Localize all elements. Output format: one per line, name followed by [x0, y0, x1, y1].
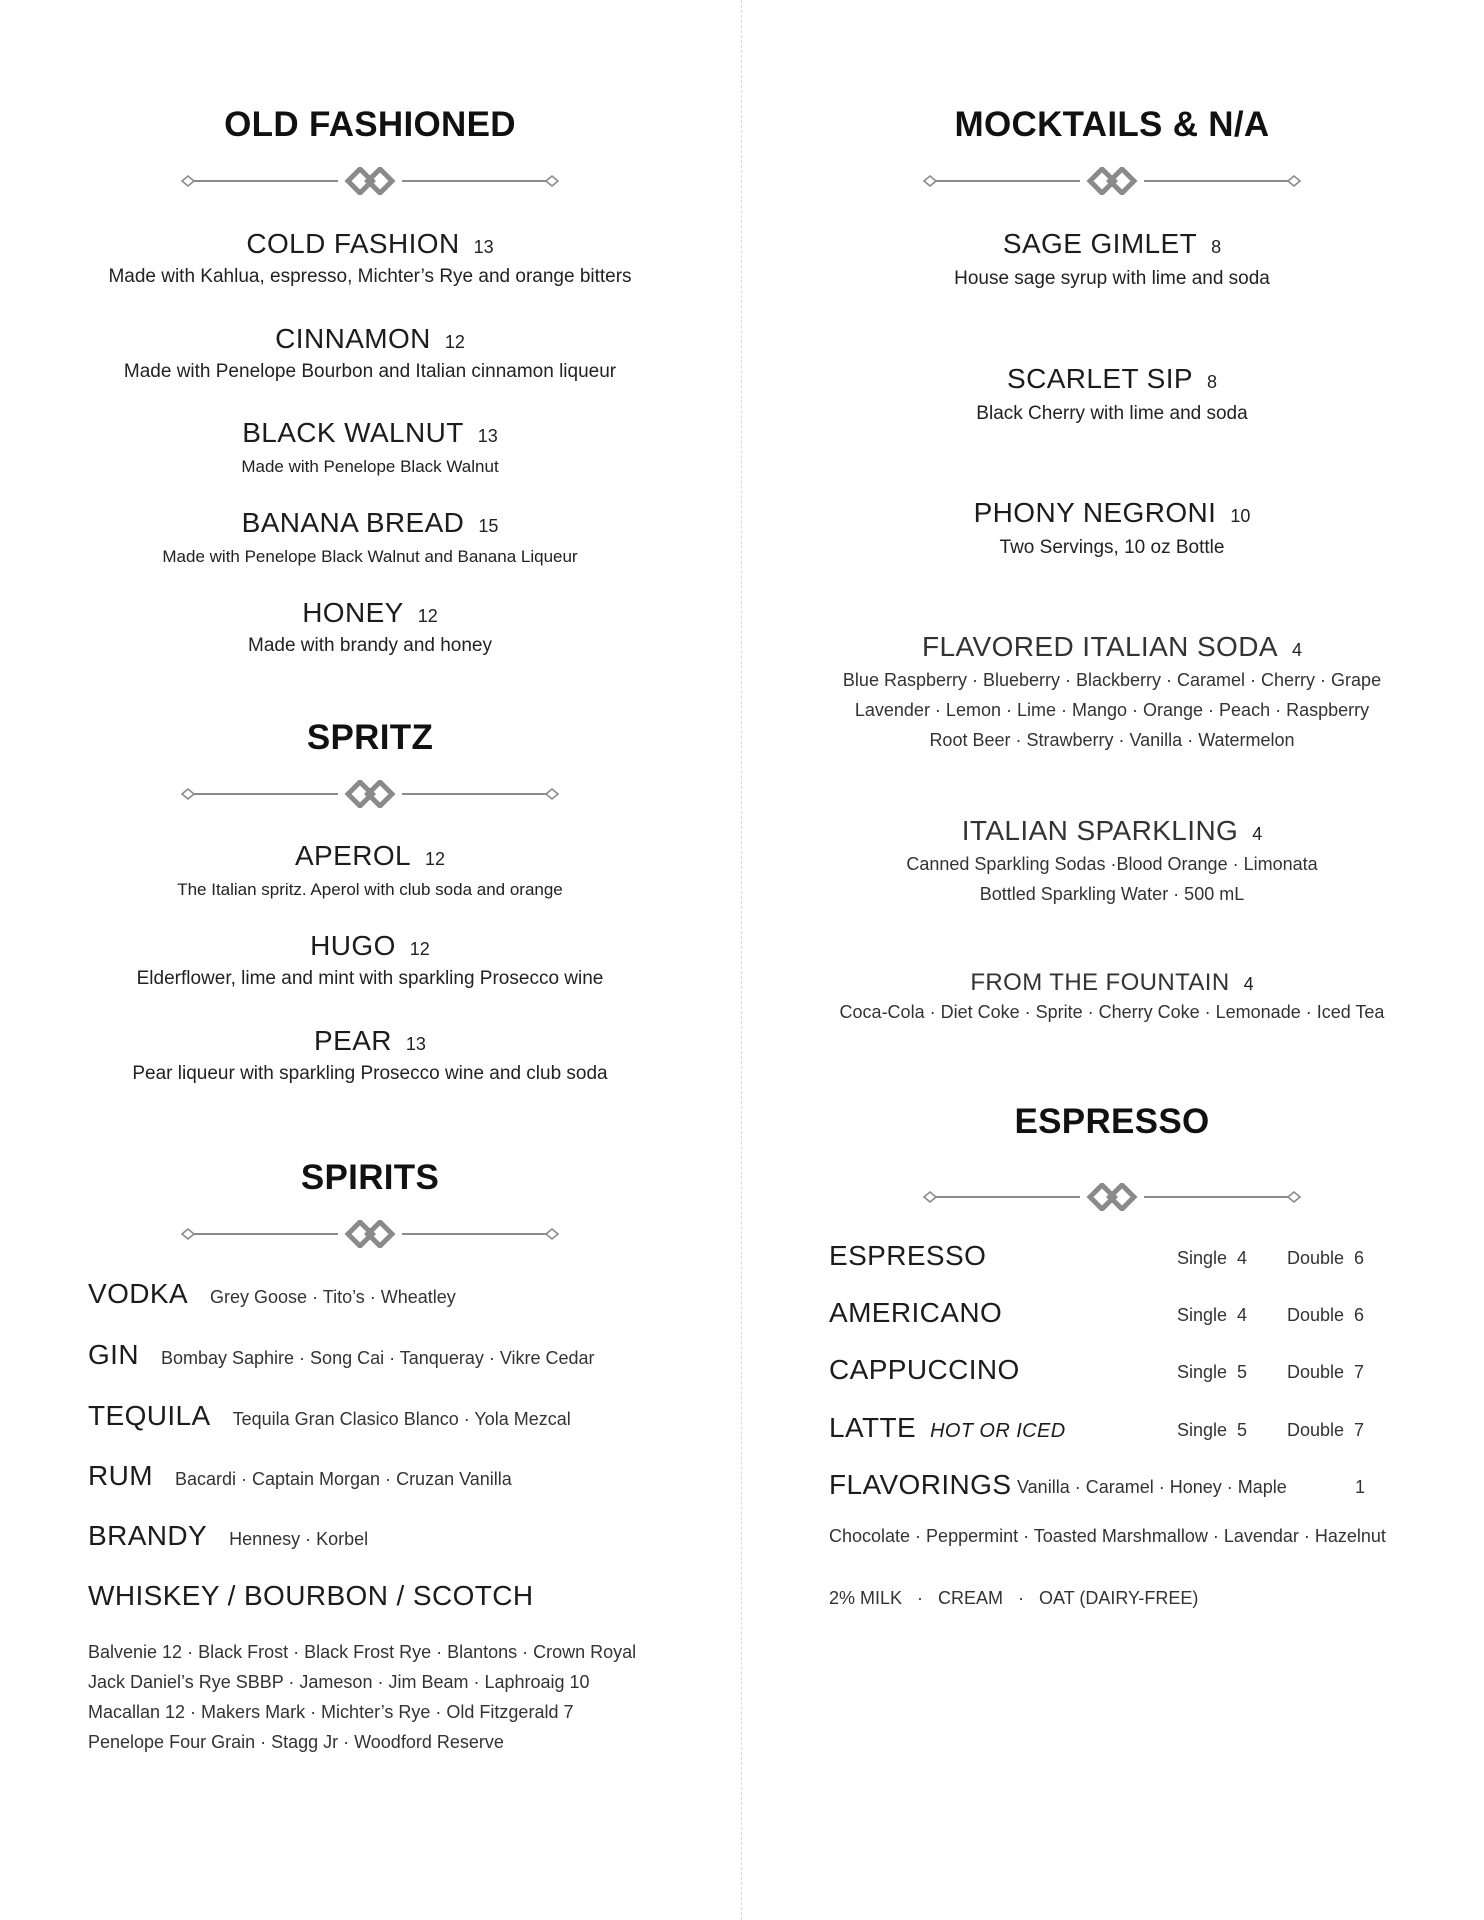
item-description: Blue Raspberry · Blueberry · Blackberry · Caramel · Cherry · Grape: [842, 670, 1382, 690]
drink-note: HOT OR ICED: [930, 1420, 1066, 1442]
item-description: Black Cherry with lime and soda: [976, 403, 1248, 424]
menu-item: [812, 969, 1412, 1027]
item-name: COLD FASHION: [246, 228, 460, 259]
item-name: APEROL: [294, 840, 411, 871]
spirit-name: VODKA: [88, 1278, 189, 1309]
menu-item: [60, 597, 680, 657]
menu-item: [60, 930, 680, 990]
item-price: 4: [1291, 640, 1302, 660]
item-name: FLAVORED ITALIAN SODA: [922, 631, 1278, 662]
item-price: 12: [444, 332, 465, 352]
item-price: 4: [1243, 974, 1254, 994]
drink-name: LATTE HOT OR ICED: [829, 1412, 1066, 1443]
whiskey-list: [88, 1637, 636, 1757]
section-title-old-fashioned: OLD FASHIONED: [224, 105, 516, 144]
item-name: PEAR: [314, 1025, 392, 1056]
ornament-divider-icon: [180, 167, 560, 195]
section-title-mocktails: MOCKTAILS & N/A: [954, 105, 1270, 144]
item-price: 10: [1230, 506, 1251, 526]
item-description: Made with Penelope Black Walnut and Banana Liqueur: [162, 547, 578, 566]
double-price: Double 6: [1287, 1305, 1365, 1325]
spirit-name: TEQUILA: [88, 1400, 211, 1431]
menu-item: [812, 363, 1412, 425]
item-description: Pear liqueur with sparkling Prosecco wine and club soda: [132, 1063, 608, 1084]
item-name: SCARLET SIP: [1007, 363, 1193, 394]
menu-item: [812, 815, 1412, 909]
item-price: 12: [409, 939, 430, 959]
item-price: 4: [1252, 824, 1263, 844]
double-price: Double 7: [1287, 1362, 1365, 1382]
item-price: 8: [1211, 237, 1222, 257]
spirit-row-whiskey: [88, 1580, 534, 1612]
drink-name: CAPPUCCINO: [829, 1354, 1020, 1385]
column-divider: [741, 0, 742, 1920]
spirit-name: GIN: [88, 1339, 139, 1370]
menu-item: [60, 507, 680, 567]
single-price: Single 5: [1177, 1362, 1248, 1382]
whiskey-line: Balvenie 12 · Black Frost · Black Frost Rye · Blantons · Crown Royal: [88, 1642, 637, 1662]
spirit-brands: Bacardi · Captain Morgan · Cruzan Vanilla: [174, 1469, 512, 1489]
menu-item: [60, 1025, 680, 1085]
ornament-divider-icon: [180, 780, 560, 808]
spirit-row-brandy: [88, 1520, 368, 1552]
flavorings-row: [829, 1469, 1369, 1509]
item-description: The Italian spritz. Aperol with club soda and orange: [177, 880, 563, 899]
menu-item: [60, 228, 680, 288]
item-price: 13: [477, 426, 498, 446]
item-name: BANANA BREAD: [241, 507, 465, 538]
espresso-row: [829, 1240, 1369, 1280]
menu-item: [60, 840, 680, 900]
item-price: 8: [1206, 372, 1217, 392]
flavorings-name: FLAVORINGS: [829, 1469, 1012, 1500]
whiskey-line: Jack Daniel’s Rye SBBP · Jameson · Jim Beam · Laphroaig 10: [88, 1672, 590, 1692]
item-description: Root Beer · Strawberry · Vanilla · Watermelon: [929, 730, 1295, 750]
item-name: BLACK WALNUT: [242, 417, 464, 448]
ornament-divider-icon: [922, 1183, 1302, 1211]
spirit-name: WHISKEY / BOURBON / SCOTCH: [88, 1580, 534, 1611]
item-price: 13: [405, 1034, 426, 1054]
section-title-espresso: ESPRESSO: [1014, 1102, 1210, 1141]
single-price: Single 5: [1177, 1420, 1248, 1440]
spirit-name: RUM: [88, 1460, 153, 1491]
item-description: Lavender · Lemon · Lime · Mango · Orange · Peach · Raspberry: [854, 700, 1370, 720]
spirit-row-tequila: [88, 1400, 571, 1432]
double-price: Double 6: [1287, 1248, 1365, 1268]
item-description: Canned Sparkling Sodas ·Blood Orange · Limonata: [906, 854, 1318, 874]
spirit-brands: Tequila Gran Clasico Blanco · Yola Mezcal: [232, 1409, 571, 1429]
item-name: FROM THE FOUNTAIN: [970, 969, 1230, 996]
item-name: HUGO: [310, 930, 396, 961]
menu-item: [812, 631, 1412, 755]
item-price: 12: [417, 606, 438, 626]
item-description: Made with Penelope Black Walnut: [241, 457, 499, 476]
espresso-row: [829, 1354, 1369, 1394]
menu-item: [812, 228, 1412, 290]
item-name: CINNAMON: [275, 323, 431, 354]
spirit-name: BRANDY: [88, 1520, 208, 1551]
item-name: SAGE GIMLET: [1002, 228, 1198, 259]
item-description: Made with brandy and honey: [248, 635, 492, 656]
item-name: PHONY NEGRONI: [973, 497, 1217, 528]
whiskey-line: Penelope Four Grain · Stagg Jr · Woodford Reserve: [88, 1732, 504, 1752]
item-description: Made with Penelope Bourbon and Italian cinnamon liqueur: [123, 361, 617, 382]
item-description: Coca-Cola · Diet Coke · Sprite · Cherry Coke · Lemonade · Iced Tea: [839, 1002, 1385, 1022]
flavorings-list: Vanilla · Caramel · Honey · Maple: [1017, 1477, 1287, 1497]
item-description: Elderflower, lime and mint with sparkling Prosecco wine: [136, 968, 604, 989]
spirit-brands: Grey Goose · Tito’s · Wheatley: [210, 1287, 456, 1307]
item-name: ITALIAN SPARKLING: [961, 815, 1239, 846]
whiskey-line: Macallan 12 · Makers Mark · Michter’s Rye · Old Fitzgerald 7: [88, 1702, 574, 1722]
spirit-row-vodka: [88, 1278, 456, 1310]
menu-item: [60, 323, 680, 383]
item-name: HONEY: [302, 597, 404, 628]
spirit-row-rum: [88, 1460, 512, 1492]
spirit-brands: Bombay Saphire · Song Cai · Tanqueray · Vikre Cedar: [160, 1348, 595, 1368]
item-price: 12: [424, 849, 446, 869]
flavorings-price: 1: [1355, 1477, 1366, 1497]
section-title-spirits: SPIRITS: [300, 1158, 440, 1197]
section-title-spritz: SPRITZ: [306, 718, 434, 757]
single-price: Single 4: [1177, 1305, 1248, 1325]
item-description: Made with Kahlua, espresso, Michter’s Rye and orange bitters: [108, 266, 632, 287]
item-description: Two Servings, 10 oz Bottle: [999, 537, 1225, 558]
drink-name: AMERICANO: [829, 1297, 1003, 1328]
spirit-brands: Hennesy · Korbel: [229, 1529, 369, 1549]
menu-item: [60, 417, 680, 477]
item-description: House sage syrup with lime and soda: [954, 268, 1270, 289]
item-price: 15: [478, 516, 499, 536]
item-price: 13: [473, 237, 494, 257]
menu-item: [812, 497, 1412, 559]
espresso-row: [829, 1297, 1369, 1337]
ornament-divider-icon: [922, 167, 1302, 195]
drink-name: ESPRESSO: [829, 1240, 987, 1271]
spirit-row-gin: [88, 1339, 595, 1371]
ornament-divider-icon: [180, 1220, 560, 1248]
milk-options: 2% MILK · CREAM · OAT (DAIRY-FREE): [829, 1588, 1199, 1608]
single-price: Single 4: [1177, 1248, 1248, 1268]
double-price: Double 7: [1287, 1420, 1365, 1440]
flavorings-list-2: Chocolate · Peppermint · Toasted Marshmallow · Lavendar · Hazelnut: [829, 1526, 1386, 1546]
item-description: Bottled Sparkling Water · 500 mL: [979, 884, 1245, 904]
espresso-row: [829, 1412, 1369, 1452]
